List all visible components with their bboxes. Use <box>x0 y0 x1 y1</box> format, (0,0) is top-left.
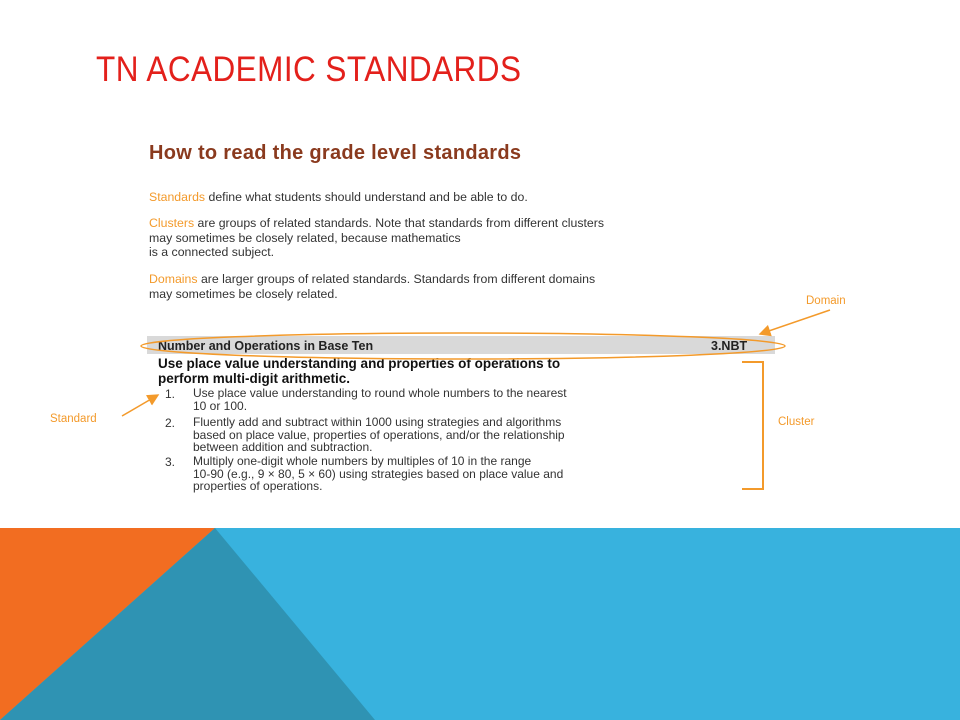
paragraph-text: may sometimes be closely related. <box>149 286 338 301</box>
term-standards: Standards <box>149 190 206 204</box>
paragraph-text: define what students should understand and be able to do. <box>205 190 528 204</box>
annotation-cluster: Cluster <box>778 416 815 428</box>
paragraph-text: is a connected subject. <box>149 245 275 259</box>
figure-heading: How to read the grade level standards <box>149 142 522 164</box>
annotation-domain: Domain <box>806 295 846 307</box>
term-clusters: Clusters <box>149 216 195 230</box>
standard-number: 3. <box>165 455 176 469</box>
paragraph-text: are groups of related standards. Note that standards from different clusters <box>194 216 604 230</box>
paragraph-text: are larger groups of related standards. Standards from different domains <box>197 272 596 286</box>
annotation-standard: Standard <box>50 413 97 425</box>
cluster-heading-line: Use place value understanding and properties of operations to <box>158 356 561 371</box>
standard-item: Fluently add and subtract within 1000 using strategies and algorithms based on place value, properties of operations, and/or the relationship between addition and subtraction. <box>193 415 565 454</box>
slide-title: TN ACADEMIC STANDARDS <box>96 50 522 89</box>
domain-label: Number and Operations in Base Ten <box>158 339 374 353</box>
paragraph-text: may sometimes be closely related, because mathematics <box>149 230 461 245</box>
domain-code: 3.NBT <box>711 339 748 353</box>
standard-item: Multiply one-digit whole numbers by multiples of 10 in the range 10-90 (e.g., 9 × 80, 5 × 60) using strategies based on place value and properties of operations. <box>193 454 564 493</box>
standard-number: 2. <box>165 416 176 430</box>
standard-item: Use place value understanding to round whole numbers to the nearest 10 or 100. <box>193 386 567 413</box>
term-domains: Domains <box>149 272 198 286</box>
standard-number: 1. <box>165 387 176 401</box>
cluster-heading-line: perform multi-digit arithmetic. <box>158 371 351 386</box>
